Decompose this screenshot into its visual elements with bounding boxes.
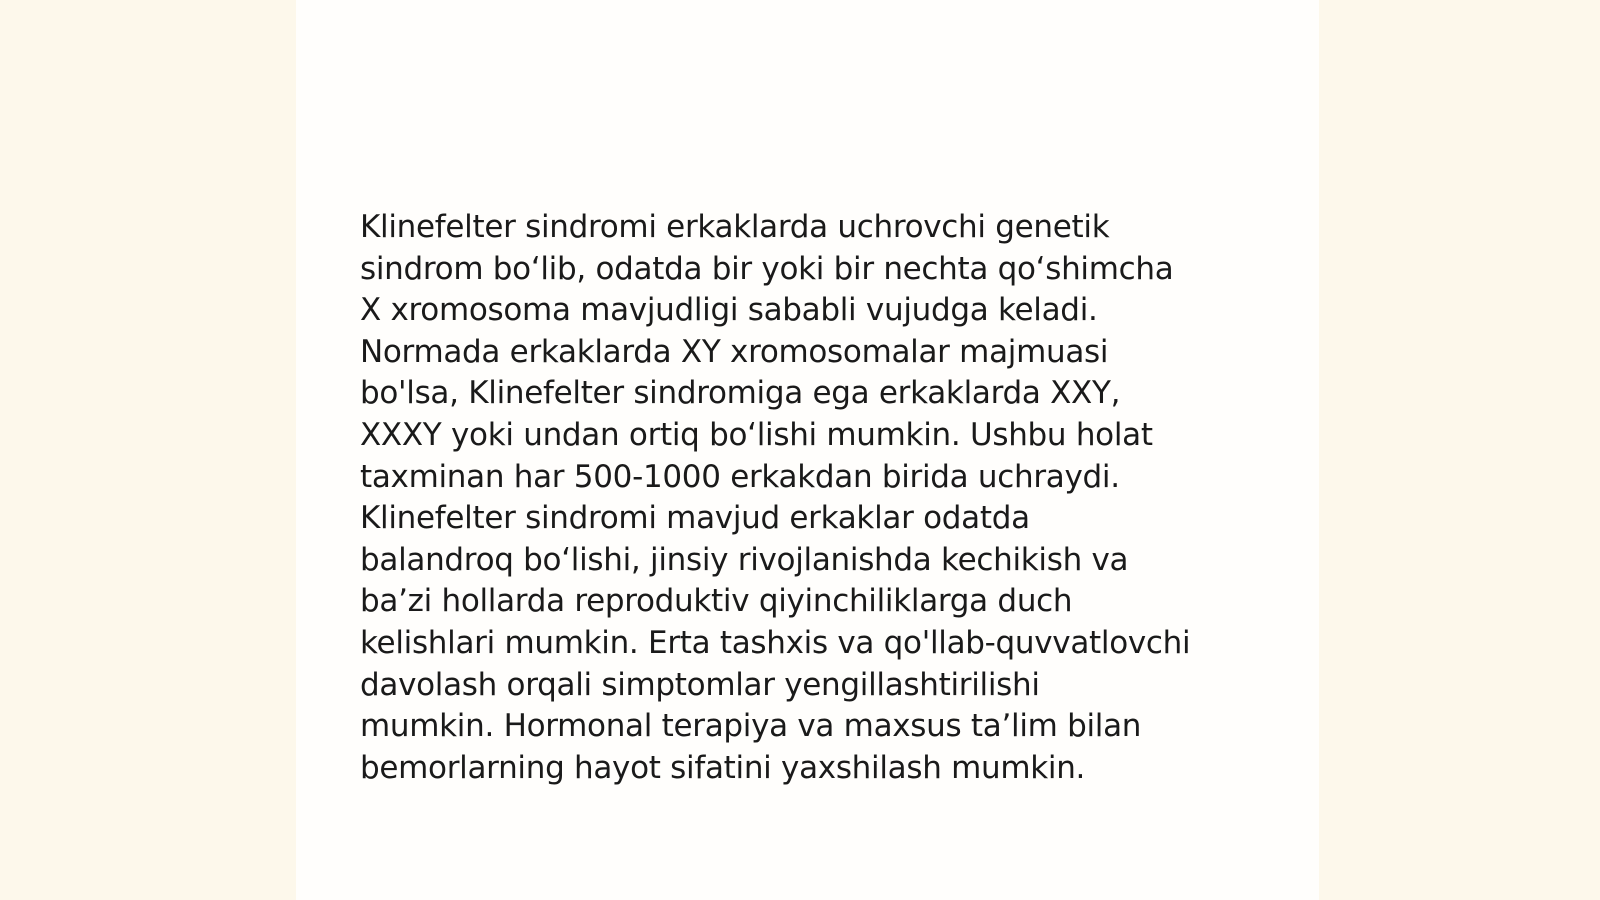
slide	[296, 0, 1319, 900]
slide-body-paragraph: Klinefelter sindromi erkaklarda uchrovchi genetik sindrom boʻlib, odatda bir yoki bir nechta qoʻshimcha X xromosoma mavjudligi sababli vujudga keladi. Normada erkaklarda XY xromosomalar majmuasi bo'lsa, Klinefelter sindromiga ega erkaklarda XXY, XXXY yoki undan ortiq boʻlishi mumkin. Ushbu holat taxminan har 500-1000 erkakdan birida uchraydi. Klinefelter sindromi mavjud erkaklar odatda balandroq boʻlishi, jinsiy rivojlanishda kechikish va baʼzi hollarda reproduktiv qiyinchiliklarga duch kelishlari mumkin. Erta tashxis va qo'llab-quvvatlovchi davolash orqali simptomlar yengillashtirilishi mumkin. Hormonal terapiya va maxsus taʼlim bilan bemorlarning hayot sifatini yaxshilash mumkin.	[360, 209, 1191, 786]
